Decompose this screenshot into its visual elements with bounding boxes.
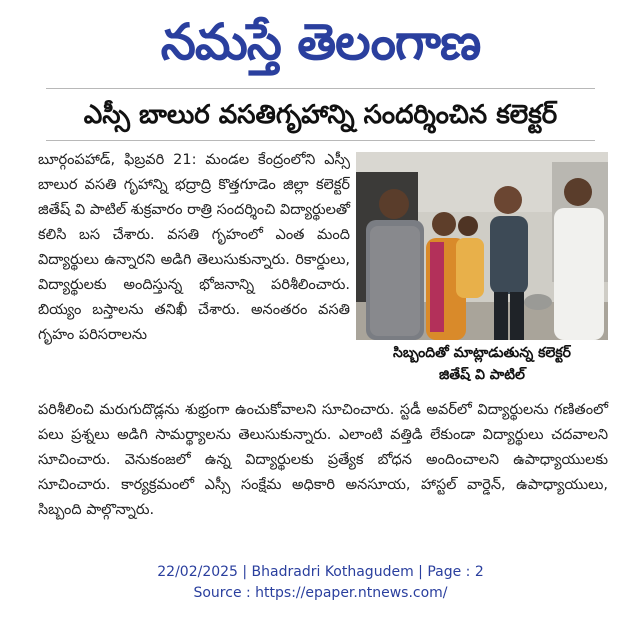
publication-info: 22/02/2025 | Bhadradri Kothagudem | Page : 2 xyxy=(157,564,484,580)
photo-caption-line-1: సిబ్బందితో మాట్లాడుతున్న కలెక్టర్ xyxy=(393,345,571,361)
photo-caption-line-2: జితేష్ వి పాటిల్ xyxy=(439,367,525,383)
source-link: Source : https://epaper.ntnews.com/ xyxy=(193,585,448,601)
article-lead-paragraph: బూర్గంపహాడ్, ఫిబ్రవరి 21: మండల కేంద్రంలోని ఎస్సీ బాలుర వసతి గృహాన్ని భద్రాద్రి కొత్తగూడెం జిల్లా కలెక్టర్ జితేష్ వి పాటిల్ శుక్రవారం రాత్రి సందర్శించి విద్యార్థులతో కలిసి బస చేశారు. వసతి గృహంలో ఎంత మంది విద్యార్థులు ఉన్నారని అడిగి తెలుసుకున్నారు. రికార్డులు, విద్యార్థులకు అందిస్తున్న భోజనాన్ని పరిశీలించారు. బియ్యం బస్తాలను తనిఖీ చేశారు. అనంతరం వసతి గృహం పరిసరాలను xyxy=(38,152,351,343)
article-body-paragraph: పరిశీలించి మరుగుదొడ్లను శుభ్రంగా ఉంచుకోవాలని సూచించారు. స్టడీ అవర్‌లో విద్యార్థులను గణితంలో పలు ప్రశ్నలు అడిగి సామర్థ్యాలను తెలుసుకున్నారు. ఎలాంటి వత్తిడి లేకుండా విద్యార్థులు చదవాలని సూచించారు. వెనుకంజలో ఉన్న విద్యార్థులకు ప్రత్యేక బోధన అందించాలని ఉపాధ్యాయులకు సూచించారు. కార్యక్రమంలో ఎస్సీ సంక్షేమ అధికారి అనసూయ, హాస్టల్ వార్డెన్, ఉపాధ్యాయులు, సిబ్బంది పాల్గొన్నారు. xyxy=(38,402,608,518)
article-headline: ఎస్సీ బాలుర వసతిగృహాన్ని సందర్శించిన కలెక్టర్ xyxy=(83,100,558,130)
photo-caption xyxy=(356,342,608,386)
clipping-footer xyxy=(0,562,641,604)
article-photo xyxy=(356,152,608,340)
headline-bottom-rule xyxy=(46,140,595,141)
headline-top-rule xyxy=(46,88,595,89)
newspaper-masthead: నమస్తే తెలంగాణ xyxy=(160,13,481,71)
article-photo-block xyxy=(356,152,608,392)
photo-illustration xyxy=(356,152,608,340)
